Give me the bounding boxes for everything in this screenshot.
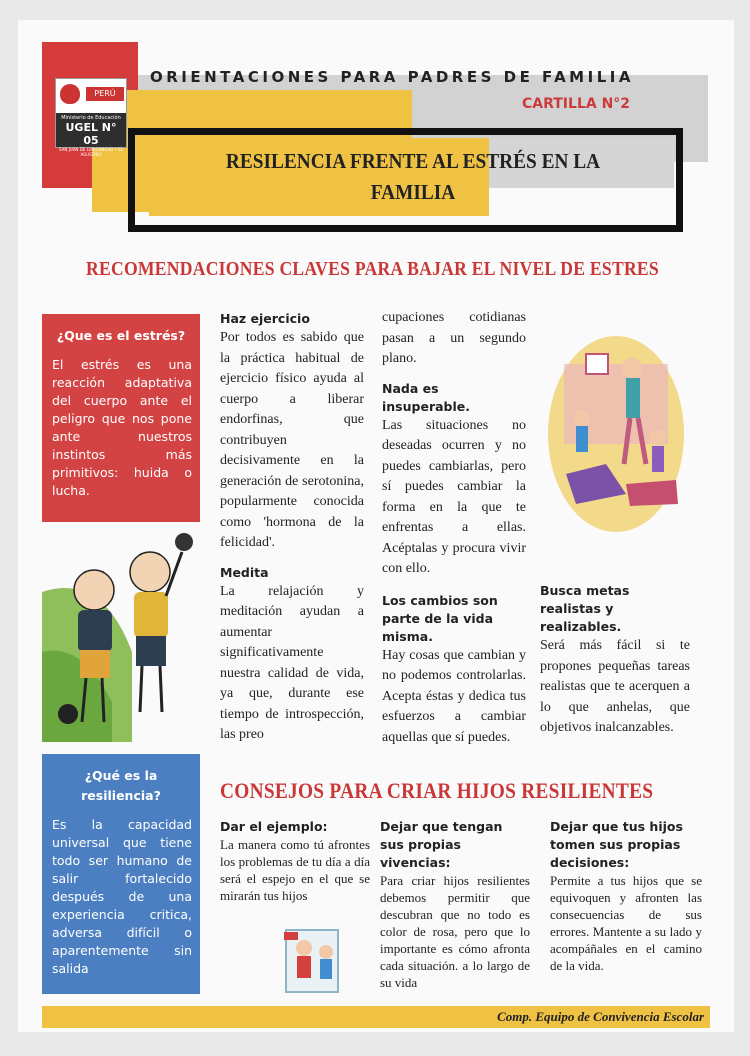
logo-unit: UGEL N° 05 — [65, 121, 117, 147]
stress-box-title: ¿Que es el estrés? — [56, 328, 186, 343]
flyer-page — [18, 20, 734, 1032]
ball-chain-icon — [58, 704, 78, 724]
child2-shirt — [134, 592, 168, 638]
child2-shorts — [136, 636, 166, 666]
figure-head — [296, 940, 312, 956]
advice-column-2 — [380, 818, 530, 991]
heart-frame-icon — [586, 354, 608, 374]
exercise-text: Por todos es sabido que la práctica habitual de ejercicio físico ayuda al cuerpo a liberar endorfinas, que contribuyen decisivamente en la generación de serotonina, popularmente conocida como 'hormona de la felicidad'. — [220, 330, 364, 550]
changes-text: Hay cosas que cambian y no podemos controlarlas. Acepta éstas y dedica tus esfuerzos a cambiar aquellas que sí puedes. — [382, 647, 526, 745]
meditate-text: La relajación y meditación ayudan a aumentar significativamente nuestra calidad de vida, ya que, durante ese tiempo de introspección, las preo — [220, 583, 364, 742]
stress-definition-box — [42, 314, 200, 522]
goals-text: Será más fácil si te propones pequeñas tareas realistas que te acerquen a lo que anhelas, que objetivos inalcanzables. — [540, 638, 690, 735]
live-title: Dejar que tengan sus propias vivencias: — [380, 819, 503, 870]
child2-leg — [160, 666, 162, 712]
stress-box-text: El estrés es una reacción adaptativa del cuerpo ante el peligro que nos pone ante nuestros instintos más primitivos: huida o lucha. — [52, 357, 192, 498]
child1-head — [74, 570, 114, 610]
child1-shorts — [80, 650, 110, 678]
footer-bar — [42, 1006, 710, 1028]
changes-title: Los cambios son parte de la vida misma. — [382, 592, 498, 644]
topic-title-line1: RESILENCIA FRENTE AL ESTRÉS EN LA — [225, 149, 601, 173]
figure-head — [319, 945, 333, 959]
logo-country: PERÚ — [86, 87, 124, 101]
resilience-definition-box — [42, 754, 200, 994]
insuperable-title: Nada es insuperable. — [382, 380, 471, 414]
main-title: ORIENTACIONES PARA PADRES DE FAMILIA — [150, 68, 634, 86]
tips-column-1 — [220, 310, 364, 746]
mother-body — [626, 378, 640, 418]
topic-title — [197, 146, 629, 208]
child-head — [574, 410, 590, 426]
figure-body — [297, 956, 311, 978]
logo-bar — [56, 113, 126, 157]
logo-ministry: Ministerio de Educación — [61, 115, 121, 121]
tips-column-2 — [382, 308, 526, 748]
children-illustration — [42, 532, 202, 742]
cartilla-number: CARTILLA N°2 — [522, 96, 631, 112]
exercise-title: Haz ejercicio — [220, 311, 310, 326]
goals-title: Busca metas realistas y realizables. — [540, 583, 630, 634]
cap-icon — [284, 932, 298, 940]
section-title-recommendations: RECOMENDACIONES CLAVES PARA BAJAR EL NIVEL DE ESTRES — [86, 258, 659, 280]
yoga-mat — [626, 480, 678, 506]
child1-leg — [102, 678, 104, 722]
logo-subtitle: SAN JUAN DE LURIGANCHO Y EL AGUSTINO — [58, 147, 124, 157]
shield-icon — [60, 84, 80, 104]
balloon-icon — [175, 533, 193, 551]
child2-head — [130, 552, 170, 592]
child-body — [576, 426, 588, 452]
meditate-continuation: cupaciones cotidianas pasan a un segundo plano. — [382, 310, 526, 366]
tips-column-3 — [540, 582, 690, 739]
resilience-box-title: ¿Qué es la resiliencia? — [81, 768, 161, 803]
advice-column-3 — [550, 818, 702, 974]
child-body — [652, 446, 664, 472]
decide-title: Dejar que tus hijos tomen sus propias decisiones: — [550, 819, 683, 870]
child-head — [650, 430, 666, 446]
live-text: Para criar hijos resilientes debemos permitir que descubran que no todo es color de rosa, pero que lo importante es cómo afronta cada situación. a lo largo de su vida — [380, 873, 530, 990]
family-illustration — [276, 926, 352, 998]
example-title: Dar el ejemplo: — [220, 819, 328, 834]
child1-shirt — [78, 610, 112, 652]
exercise-illustration — [546, 334, 686, 534]
ugel-logo — [55, 78, 127, 157]
resilience-box-text: Es la capacidad universal que tiene todo ser humano de salir fortalecido después de una experiencia critica, adversa difícil o aparentemente sin salida — [52, 817, 192, 976]
advice-column-1 — [220, 818, 370, 904]
insuperable-text: Las situaciones no deseadas ocurren y no puedes cambiarlas, pero sí puedes cambiar la forma en la que te enfrentas a ellas. Acéptalas y procura vivir con ello. — [382, 417, 526, 576]
decide-text: Permite a tus hijos que se equivoquen y afronten las consecuencias de sus errores. Mantente a su lado y acompáñales en el camino de la vida. — [550, 873, 702, 973]
example-text: La manera como tú afrontes los problemas de tu día a día será el espejo en el que se mirarán tus hijos — [220, 837, 370, 903]
section-title-advice: CONSEJOS PARA CRIAR HIJOS RESILIENTES — [220, 778, 654, 803]
footer-credit: Comp. Equipo de Convivencia Escolar — [497, 1009, 704, 1024]
mother-head — [622, 358, 642, 378]
meditate-title: Medita — [220, 564, 269, 580]
topic-title-line2: FAMILIA — [370, 180, 456, 204]
child2-leg — [140, 666, 142, 712]
figure-body — [320, 959, 332, 979]
